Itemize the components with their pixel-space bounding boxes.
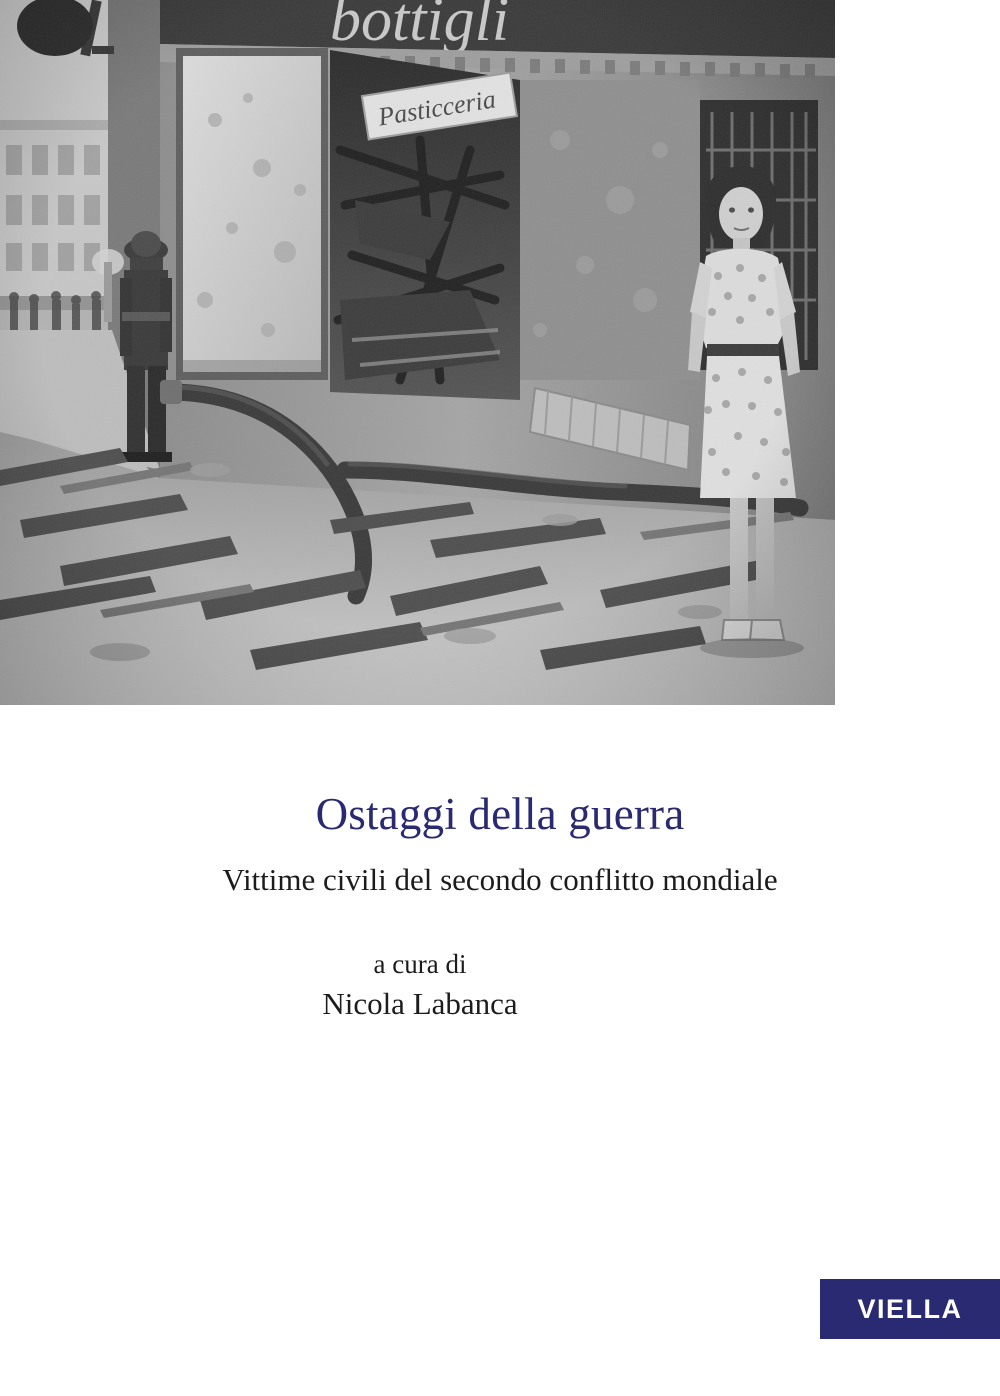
book-title: Ostaggi della guerra [315,789,685,839]
cover-photograph [0,0,835,705]
publisher-name: VIELLA [857,1293,963,1324]
editor-block [0,945,1000,1024]
editor-name: Nicola Labanca [322,986,518,1022]
book-subtitle: Vittime civili del secondo conflitto mondiale [222,861,778,897]
publisher-badge [820,1279,1000,1339]
title-block [0,790,1000,897]
editor-role-label: a cura di [373,949,467,979]
cover-photo-illustration [0,0,835,705]
